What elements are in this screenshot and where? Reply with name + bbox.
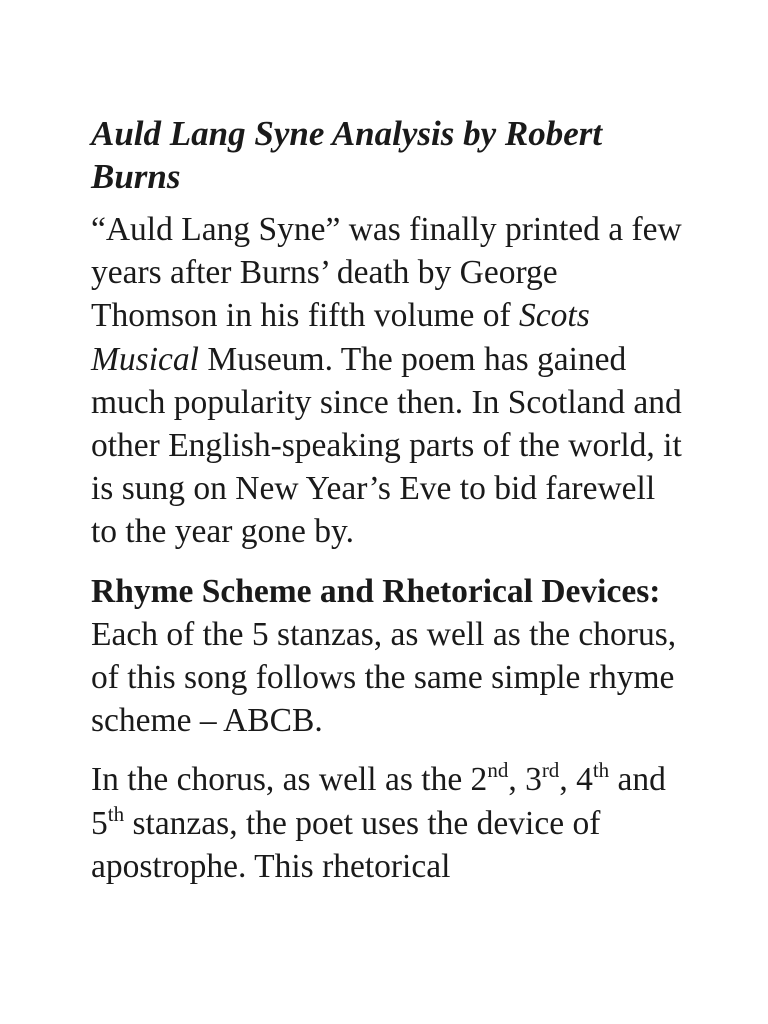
ordinal-suffix-5th: th: [107, 801, 125, 826]
paragraph-intro-text-start: “Auld Lang Syne” was finally printed a few years after Burns’ death by George Thomson in his fifth volume of: [91, 211, 682, 335]
paragraph-rhyme-scheme: [91, 570, 688, 743]
section-heading-rhyme: Rhyme Scheme and Rhetorical Devices:: [91, 572, 661, 610]
paragraph-intro: [91, 208, 688, 554]
apostrophe-text-2: , 3: [508, 761, 542, 799]
ordinal-suffix-2nd: nd: [487, 758, 509, 783]
ordinal-suffix-3rd: rd: [541, 758, 560, 783]
paragraph-apostrophe: [91, 758, 688, 888]
ordinal-suffix-4th: th: [592, 758, 610, 783]
apostrophe-text-4: and 5: [91, 761, 666, 842]
paragraph-rhyme-text: Each of the 5 stanzas, as well as the chorus, of this song follows the same simple rhyme scheme – ABCB.: [91, 615, 677, 740]
paragraph-intro-text-end: Museum. The poem has gained much popularity since then. In Scotland and other English-speaking parts of the world, it is sung on New Year’s Eve to bid farewell to the year gone by.: [91, 340, 682, 551]
document-title: Auld Lang Syne Analysis by Robert Burns: [91, 114, 603, 196]
apostrophe-text-5: stanzas, the poet uses the device of apostrophe. This rhetorical: [91, 804, 601, 885]
book-title-italic: Scots Musical: [91, 297, 590, 378]
apostrophe-text-1: In the chorus, as well as the 2: [91, 761, 488, 799]
apostrophe-text-3: , 4: [559, 761, 593, 799]
